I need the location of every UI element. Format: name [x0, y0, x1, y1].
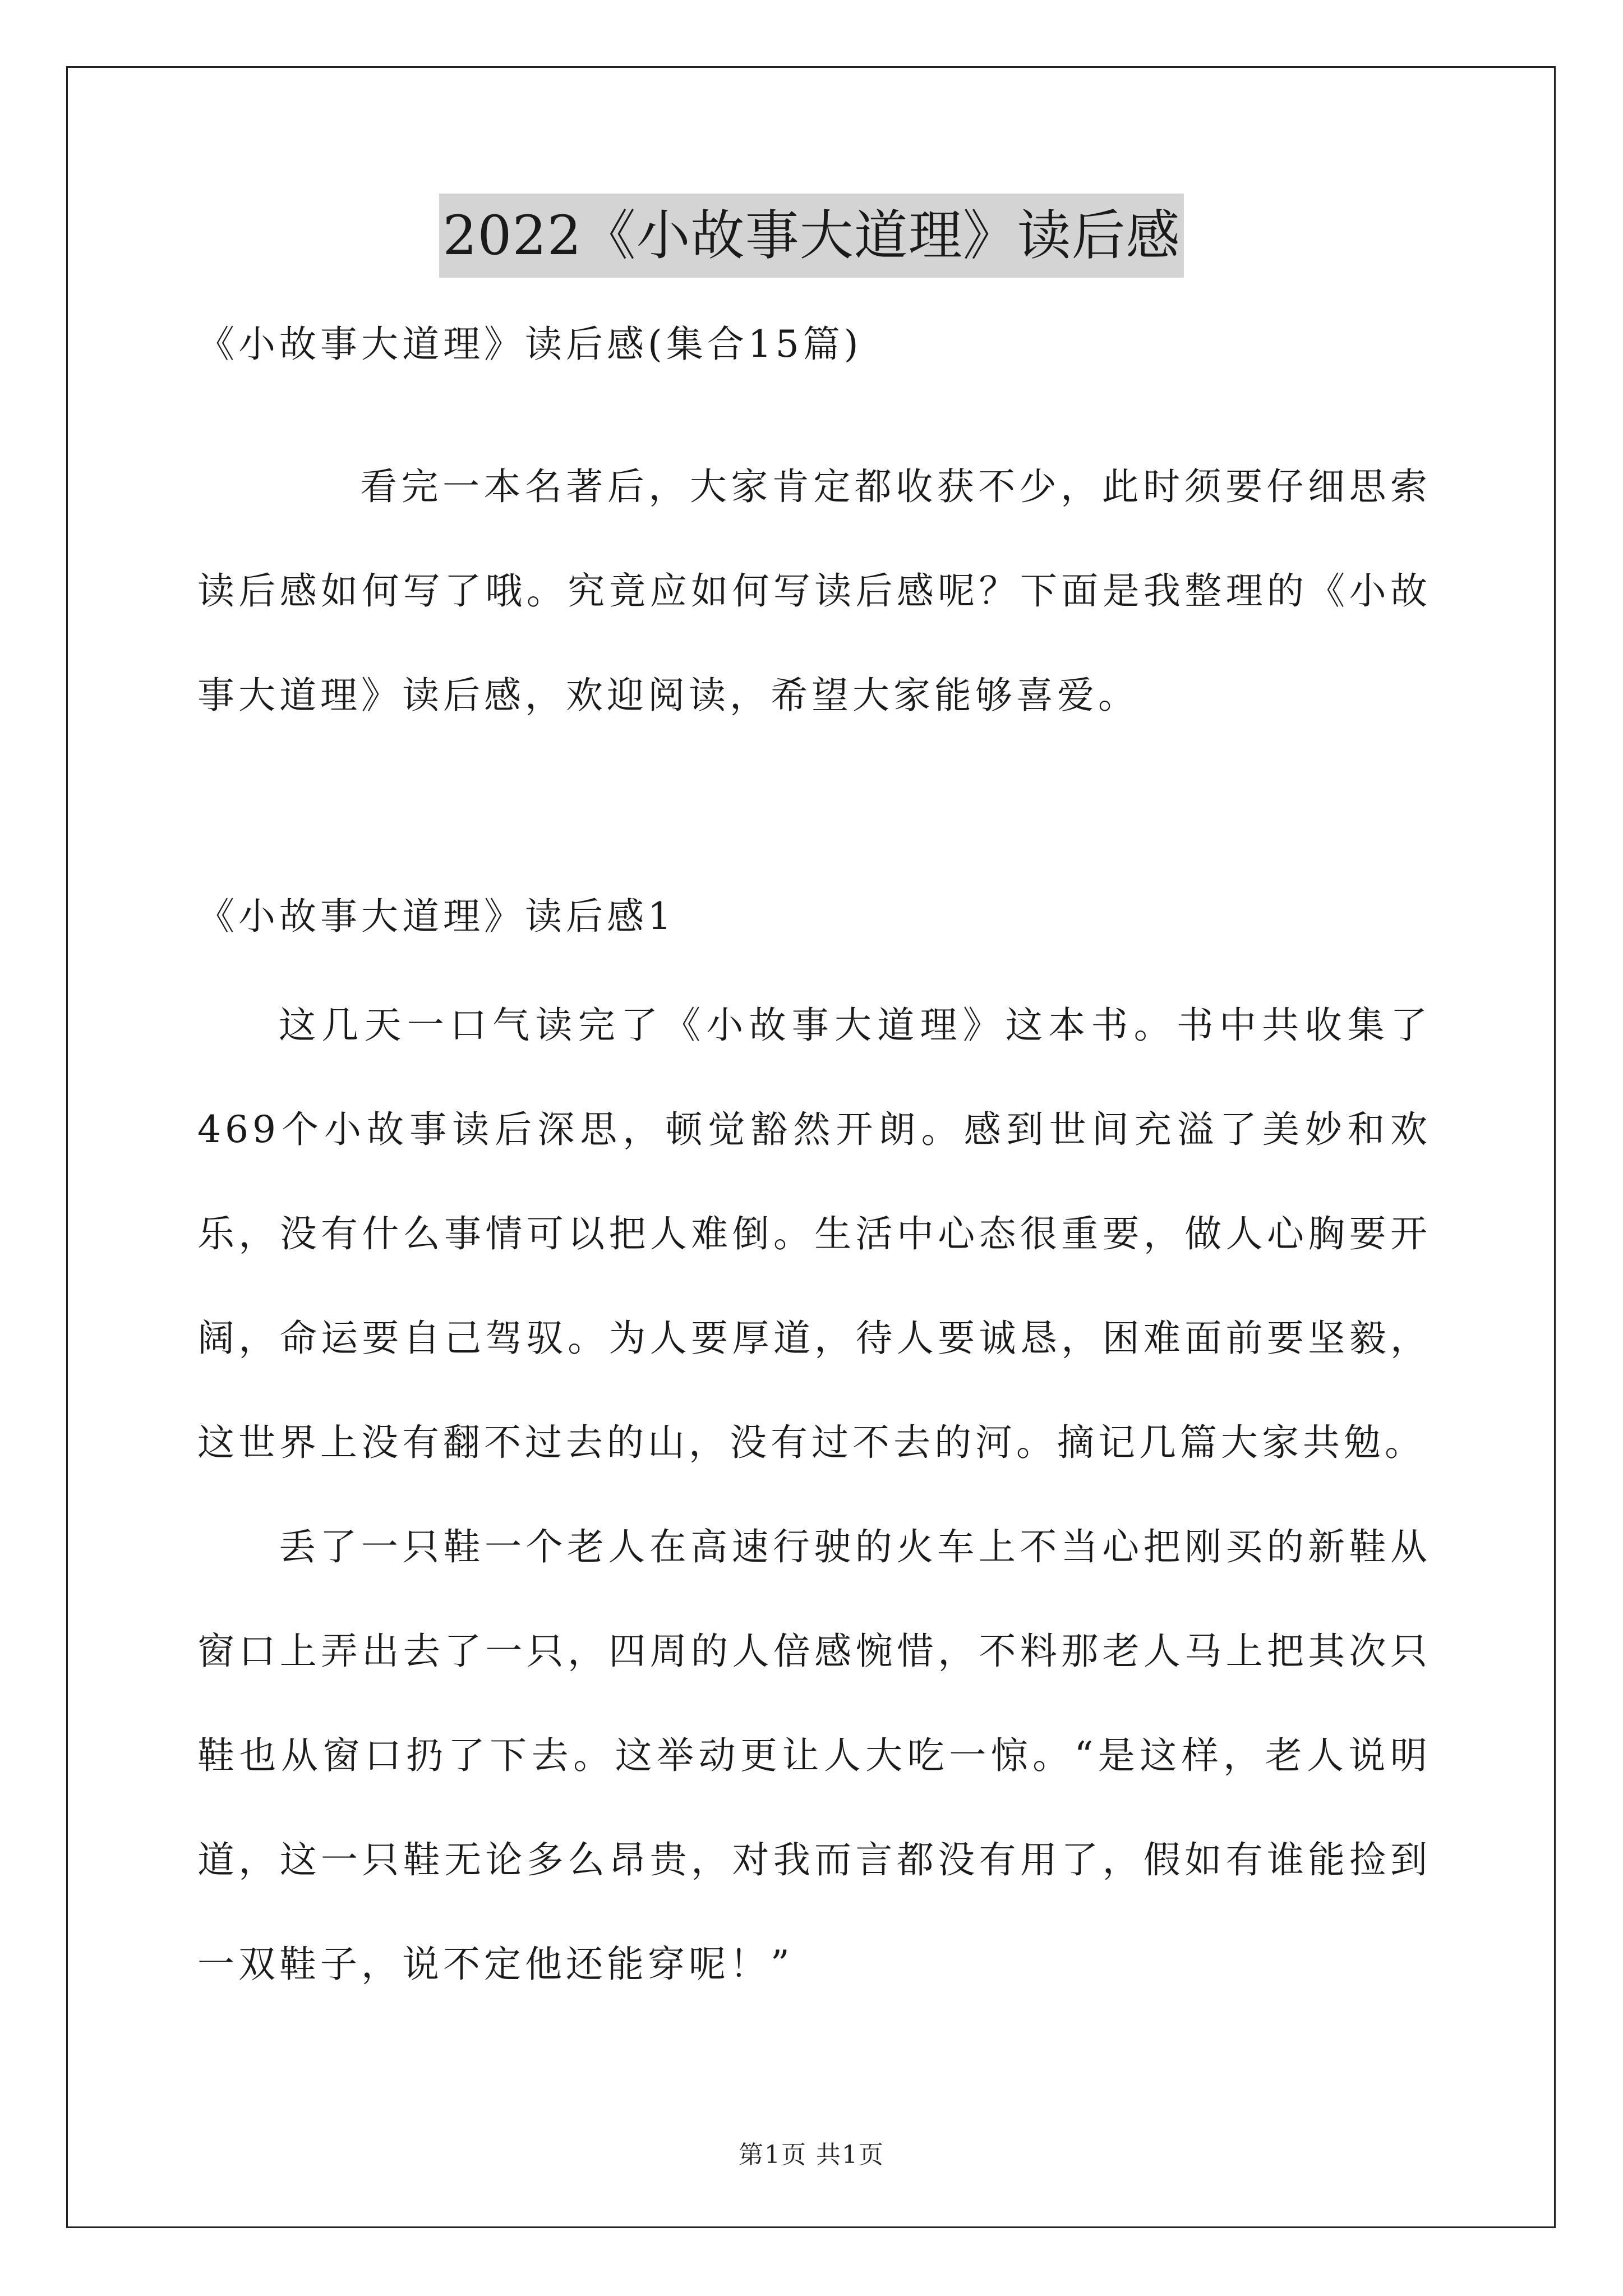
document-title: 2022《小故事大道理》读后感 [439, 194, 1183, 278]
section-heading: 《小故事大道理》读后感1 [197, 895, 675, 938]
body-paragraph-1: 这几天一口气读完了《小故事大道理》这本书。书中共收集了469个小故事读后深思，顿觉豁然开朗。感到世间充溢了美妙和欢乐，没有什么事情可以把人难倒。生活中心态很重要，做人心胸要开阔，命运要自己驾驭。为人要厚道，待人要诚恳，困难面前要坚毅，这世界上没有翻不过去的山，没有过不去的河。摘记几篇大家共勉。 [197, 1004, 1431, 1464]
page-footer: 第1页 共1页 [739, 2141, 884, 2169]
intro-paragraph: 看完一本名著后，大家肯定都收获不少，此时须要仔细思索读后感如何写了哦。究竟应如何写读后感呢？下面是我整理的《小故事大道理》读后感，欢迎阅读，希望大家能够喜爱。 [197, 465, 1431, 717]
title-container [0, 194, 1623, 278]
document-subtitle: 《小故事大道理》读后感(集合15篇) [197, 323, 863, 366]
body-paragraph-2: 丢了一只鞋一个老人在高速行驶的火车上不当心把刚买的新鞋从窗口上弄出去了一只，四周的人倍感惋惜，不料那老人马上把其次只鞋也从窗口扔了下去。这举动更让人大吃一惊。“是这样，老人说明道，这一只鞋无论多么昂贵，对我而言都没有用了，假如有谁能捡到一双鞋子，说不定他还能穿呢！” [197, 1525, 1431, 1986]
